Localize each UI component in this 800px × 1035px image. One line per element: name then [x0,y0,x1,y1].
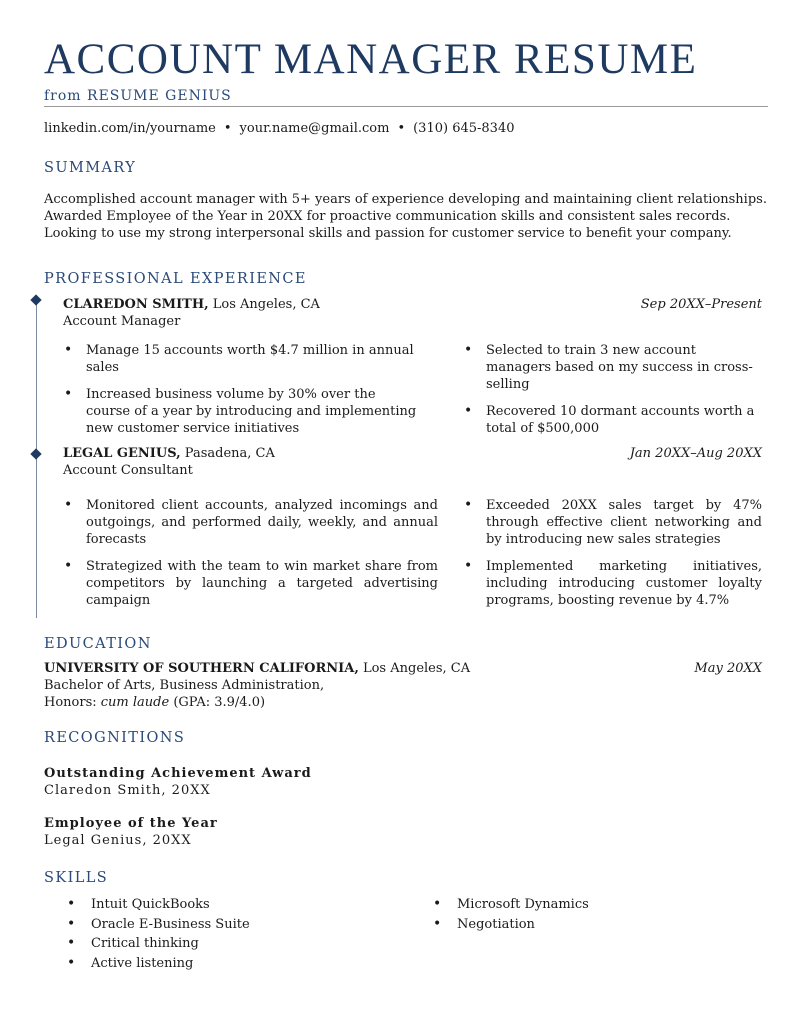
email-link[interactable]: your.name@gmail.com [239,121,390,136]
list-item: • Intuit QuickBooks [67,895,407,915]
job-title: Account Manager [63,314,181,329]
job-title: Account Consultant [63,463,193,478]
job-dates: Jan 20XX–Aug 20XX [629,446,762,461]
education-heading: EDUCATION [44,636,152,652]
job-bullets-right [462,497,762,619]
honors-value: cum laude [100,695,170,710]
job-bullets-right [462,342,762,447]
job-bullets-left [62,497,438,619]
list-item: • Monitored client accounts, analyzed incomings and outgoings, and performed daily, weekly, and annual forecasts [62,497,438,548]
graduation-date: May 20XX [694,661,762,676]
award-title: Outstanding Achievement Award [44,766,312,781]
job-bullets-left [62,342,418,447]
list-item: • Microsoft Dynamics [433,895,753,915]
company-name: LEGAL GENIUS, [63,446,181,461]
list-item: • Strategized with the team to win market share from competitors by launching a targeted advertising campaign [62,558,438,609]
list-item: • Manage 15 accounts worth $4.7 million in annual sales [62,342,418,376]
honors-label: Honors: [44,695,101,710]
timeline-marker-icon [30,294,41,305]
page-subtitle: from RESUME GENIUS [44,88,232,104]
list-item: • Implemented marketing initiatives, including introducing customer loyalty programs, boosting revenue by 4.7% [462,558,762,609]
list-item: • Negotiation [433,915,753,935]
job-dates: Sep 20XX–Present [640,297,762,312]
list-item: • Exceeded 20XX sales target by 47% through effective client networking and by introducing new sales strategies [462,497,762,548]
phone-number: (310) 645-8340 [413,121,515,136]
linkedin-link[interactable]: linkedin.com/in/yourname [44,121,216,136]
recognitions-heading: RECOGNITIONS [44,730,186,746]
skills-list-right [433,895,753,934]
company-name: CLAREDON SMITH, [63,297,209,312]
summary-text: Accomplished account manager with 5+ years of experience developing and maintaining client relationships. Awarded Employee of the Year in 20XX for proactive communication skills and consistent sales records. Looking to use my strong interpersonal skills and passion for customer service to benefit your company. [44,192,767,241]
list-item: • Active listening [67,954,407,974]
list-item: • Increased business volume by 30% over the course of a year by introducing and implementing new customer service initiatives [62,386,418,437]
job-location: Pasadena, CA [180,446,275,461]
job-header [63,297,762,312]
school-name: UNIVERSITY OF SOUTHERN CALIFORNIA, [44,661,359,676]
skills-list-left [67,895,407,973]
contact-line [44,121,515,136]
timeline-marker-icon [30,448,41,459]
contact-separator: • [397,121,406,136]
degree: Bachelor of Arts, Business Administration, [44,678,325,693]
list-item: • Selected to train 3 new account managers based on my success in cross-selling [462,342,762,393]
job-location: Los Angeles, CA [208,297,320,312]
gpa: (GPA: 3.9/4.0) [169,695,266,710]
contact-separator: • [223,121,232,136]
list-item: • Recovered 10 dormant accounts worth a total of $500,000 [462,403,762,437]
list-item: • Oracle E-Business Suite [67,915,407,935]
summary-heading: SUMMARY [44,160,137,176]
school-location: Los Angeles, CA [358,661,471,676]
award-source: Claredon Smith, 20XX [44,783,211,798]
page-title: ACCOUNT MANAGER RESUME [44,36,698,83]
skills-heading: SKILLS [44,870,109,886]
experience-heading: PROFESSIONAL EXPERIENCE [44,271,307,287]
job-header [63,446,762,461]
header-divider [44,106,768,107]
list-item: • Critical thinking [67,934,407,954]
education-header [44,661,762,676]
award-source: Legal Genius, 20XX [44,833,192,848]
award-title: Employee of the Year [44,816,218,831]
honors-line [44,695,265,710]
